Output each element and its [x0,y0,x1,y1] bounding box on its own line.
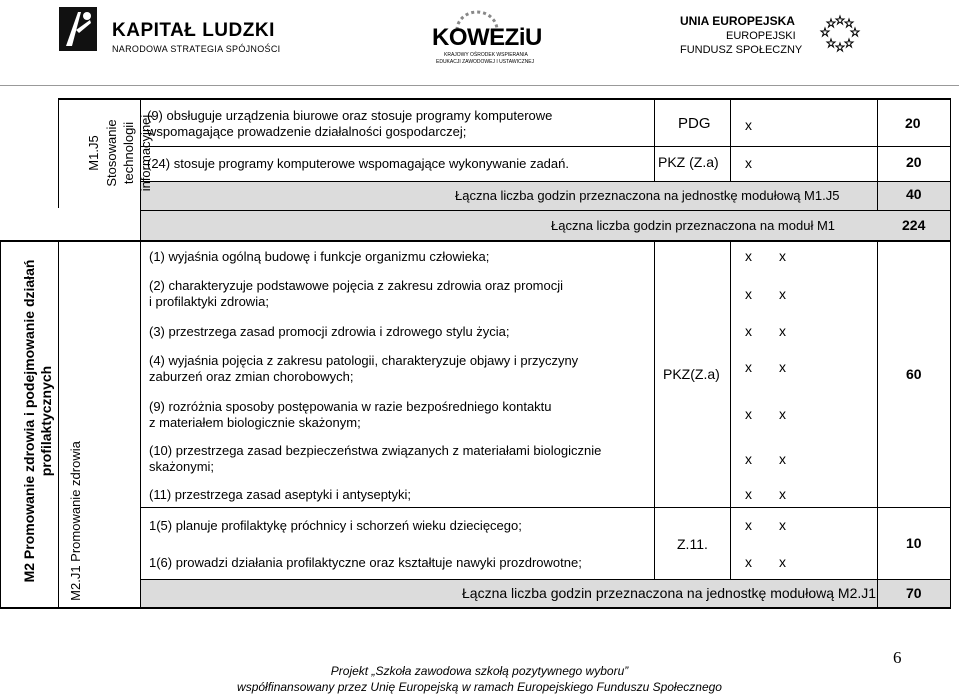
m1j5-row2-x: x [745,155,752,171]
m2j1-unit-label-box [59,242,139,606]
m2-row6-x1: x [745,451,752,467]
m2-row6-x2: x [779,451,786,467]
m2-module-label-line-1: M2 Promowanie zdrowia i podejmowanie działań [21,259,37,583]
m2-row7-x2: x [779,486,786,502]
m2-module-label [2,242,57,606]
m2-module-label-line-2: profilaktycznych [38,365,54,477]
m1j5-row2-text: (24) stosuje programy komputerowe wspomagające wykonywanie zadań. [147,156,569,171]
m1j5-unit-total-value: 40 [906,186,922,202]
m2-row8-x1: x [745,517,752,533]
eu-line-3: FUNDUSZ SPOŁECZNY [680,44,803,56]
m2-group2-code: Z.11. [677,536,708,552]
m1j5-row1-hours: 20 [905,115,921,131]
koweziu-subtitle-2: EDUKACJI ZAWODOWEJ I USTAWICZNEJ [436,59,535,65]
kl-logo-title: KAPITAŁ LUDZKI [112,20,275,41]
m2j1-unit-label: M2.J1 Promowanie zdrowia [68,441,83,601]
kl-logo-subtitle: NARODOWA STRATEGIA SPÓJNOŚCI [112,44,281,54]
m1-module-total-value: 224 [902,217,926,233]
m2j1-unit-total-label: Łączna liczba godzin przeznaczona na jednostkę modułową M2.J1 [462,585,877,601]
m2-row4-text-a: (4) wyjaśnia pojęcia z zakresu patologii, charakteryzuje objawy i przyczyny [149,353,579,368]
m2-row5-text-b: z materiałem biologicznie skażonym; [149,415,361,430]
m2-row8-text: 1(5) planuje profilaktykę próchnicy i schorzeń wieku dziecięcego; [149,518,522,533]
m2-row3-x1: x [745,323,752,339]
m1j5-row1-text-a: (9) obsługuje urządzenia biurowe oraz stosuje programy komputerowe [147,108,553,123]
m2-row2-x2: x [779,286,786,302]
m2-row2-text-b: i profilaktyki zdrowia; [149,294,269,309]
m2-row3-x2: x [779,323,786,339]
m1j5-row1-code: PDG [678,115,711,132]
m2-row9-x2: x [779,554,786,570]
m1j5-unit-total-label: Łączna liczba godzin przeznaczona na jednostkę modułową M1.J5 [455,188,840,203]
m2-row2-text-a: (2) charakteryzuje podstawowe pojęcia z zakresu zdrowia oraz promocji [149,278,564,293]
m2-row9-text: 1(6) prowadzi działania profilaktyczne oraz kształtuje nawyki prozdrowotne; [149,555,582,570]
m1j5-label-line-1: M1.J5 [86,135,101,171]
koweziu-subtitle-1: KRAJOWY OŚRODEK WSPIERANIA [444,52,528,58]
m2-row4-x2: x [779,359,786,375]
eu-line-2: EUROPEJSKI [726,30,796,42]
m2j1-unit-total-value: 70 [906,585,922,601]
m2-group1-code: PKZ(Z.a) [663,366,720,382]
m1j5-row1-text-b: wspomagające prowadzenie działalności gospodarczej; [147,124,467,139]
m2-row4-text-b: zaburzeń oraz zmian chorobowych; [149,369,354,384]
m2-row8-x2: x [779,517,786,533]
footer-line-2: współfinansowany przez Unię Europejską w ramach Europejskiego Funduszu Społecznego [237,680,722,694]
m2-row5-text-a: (9) rozróżnia sposoby postępowania w razie bezpośredniego kontaktu [149,399,552,414]
m1j5-label-line-3: technologii [121,121,136,185]
m2-row2-x1: x [745,286,752,302]
m2-row6-text-b: skażonymi; [149,459,215,474]
m2-group2-hours: 10 [906,535,922,551]
m1-module-total-label: Łączna liczba godzin przeznaczona na moduł M1 [551,218,836,233]
m2-row1-x1: x [745,248,752,264]
m1j5-label-line-2: Stosowanie [104,119,119,187]
m2-row3-text: (3) przestrzega zasad promocji zdrowia i zdrowego stylu życia; [149,324,510,339]
m2-row7-x1: x [745,486,752,502]
eu-line-1: UNIA EUROPEJSKA [680,14,795,28]
m2-row6-text-a: (10) przestrzega zasad bezpieczeństwa związanych z materiałami biologicznie [149,443,602,458]
m2-row7-text: (11) przestrzega zasad aseptyki i antyseptyki; [149,487,412,502]
footer-line-1: Projekt „Szkoła zawodowa szkołą pozytywnego wyboru” [330,664,629,678]
m1j5-row1-x: x [745,117,752,133]
m2-row9-x1: x [745,554,752,570]
m2-row5-x2: x [779,406,786,422]
m1j5-row2-hours: 20 [906,154,922,170]
m2-row1-x2: x [779,248,786,264]
m1j5-row2-code: PKZ (Z.a) [658,154,719,170]
m2-row5-x1: x [745,406,752,422]
m1j5-label-line-4: informacyjnej [138,114,153,192]
m2-row1-text: (1) wyjaśnia ogólną budowę i funkcje organizmu człowieka; [149,249,490,264]
m2-group1-hours: 60 [906,366,922,382]
m2-row4-x1: x [745,359,752,375]
koweziu-title: KOWEZiU [432,24,542,51]
page-number: 6 [893,648,902,667]
